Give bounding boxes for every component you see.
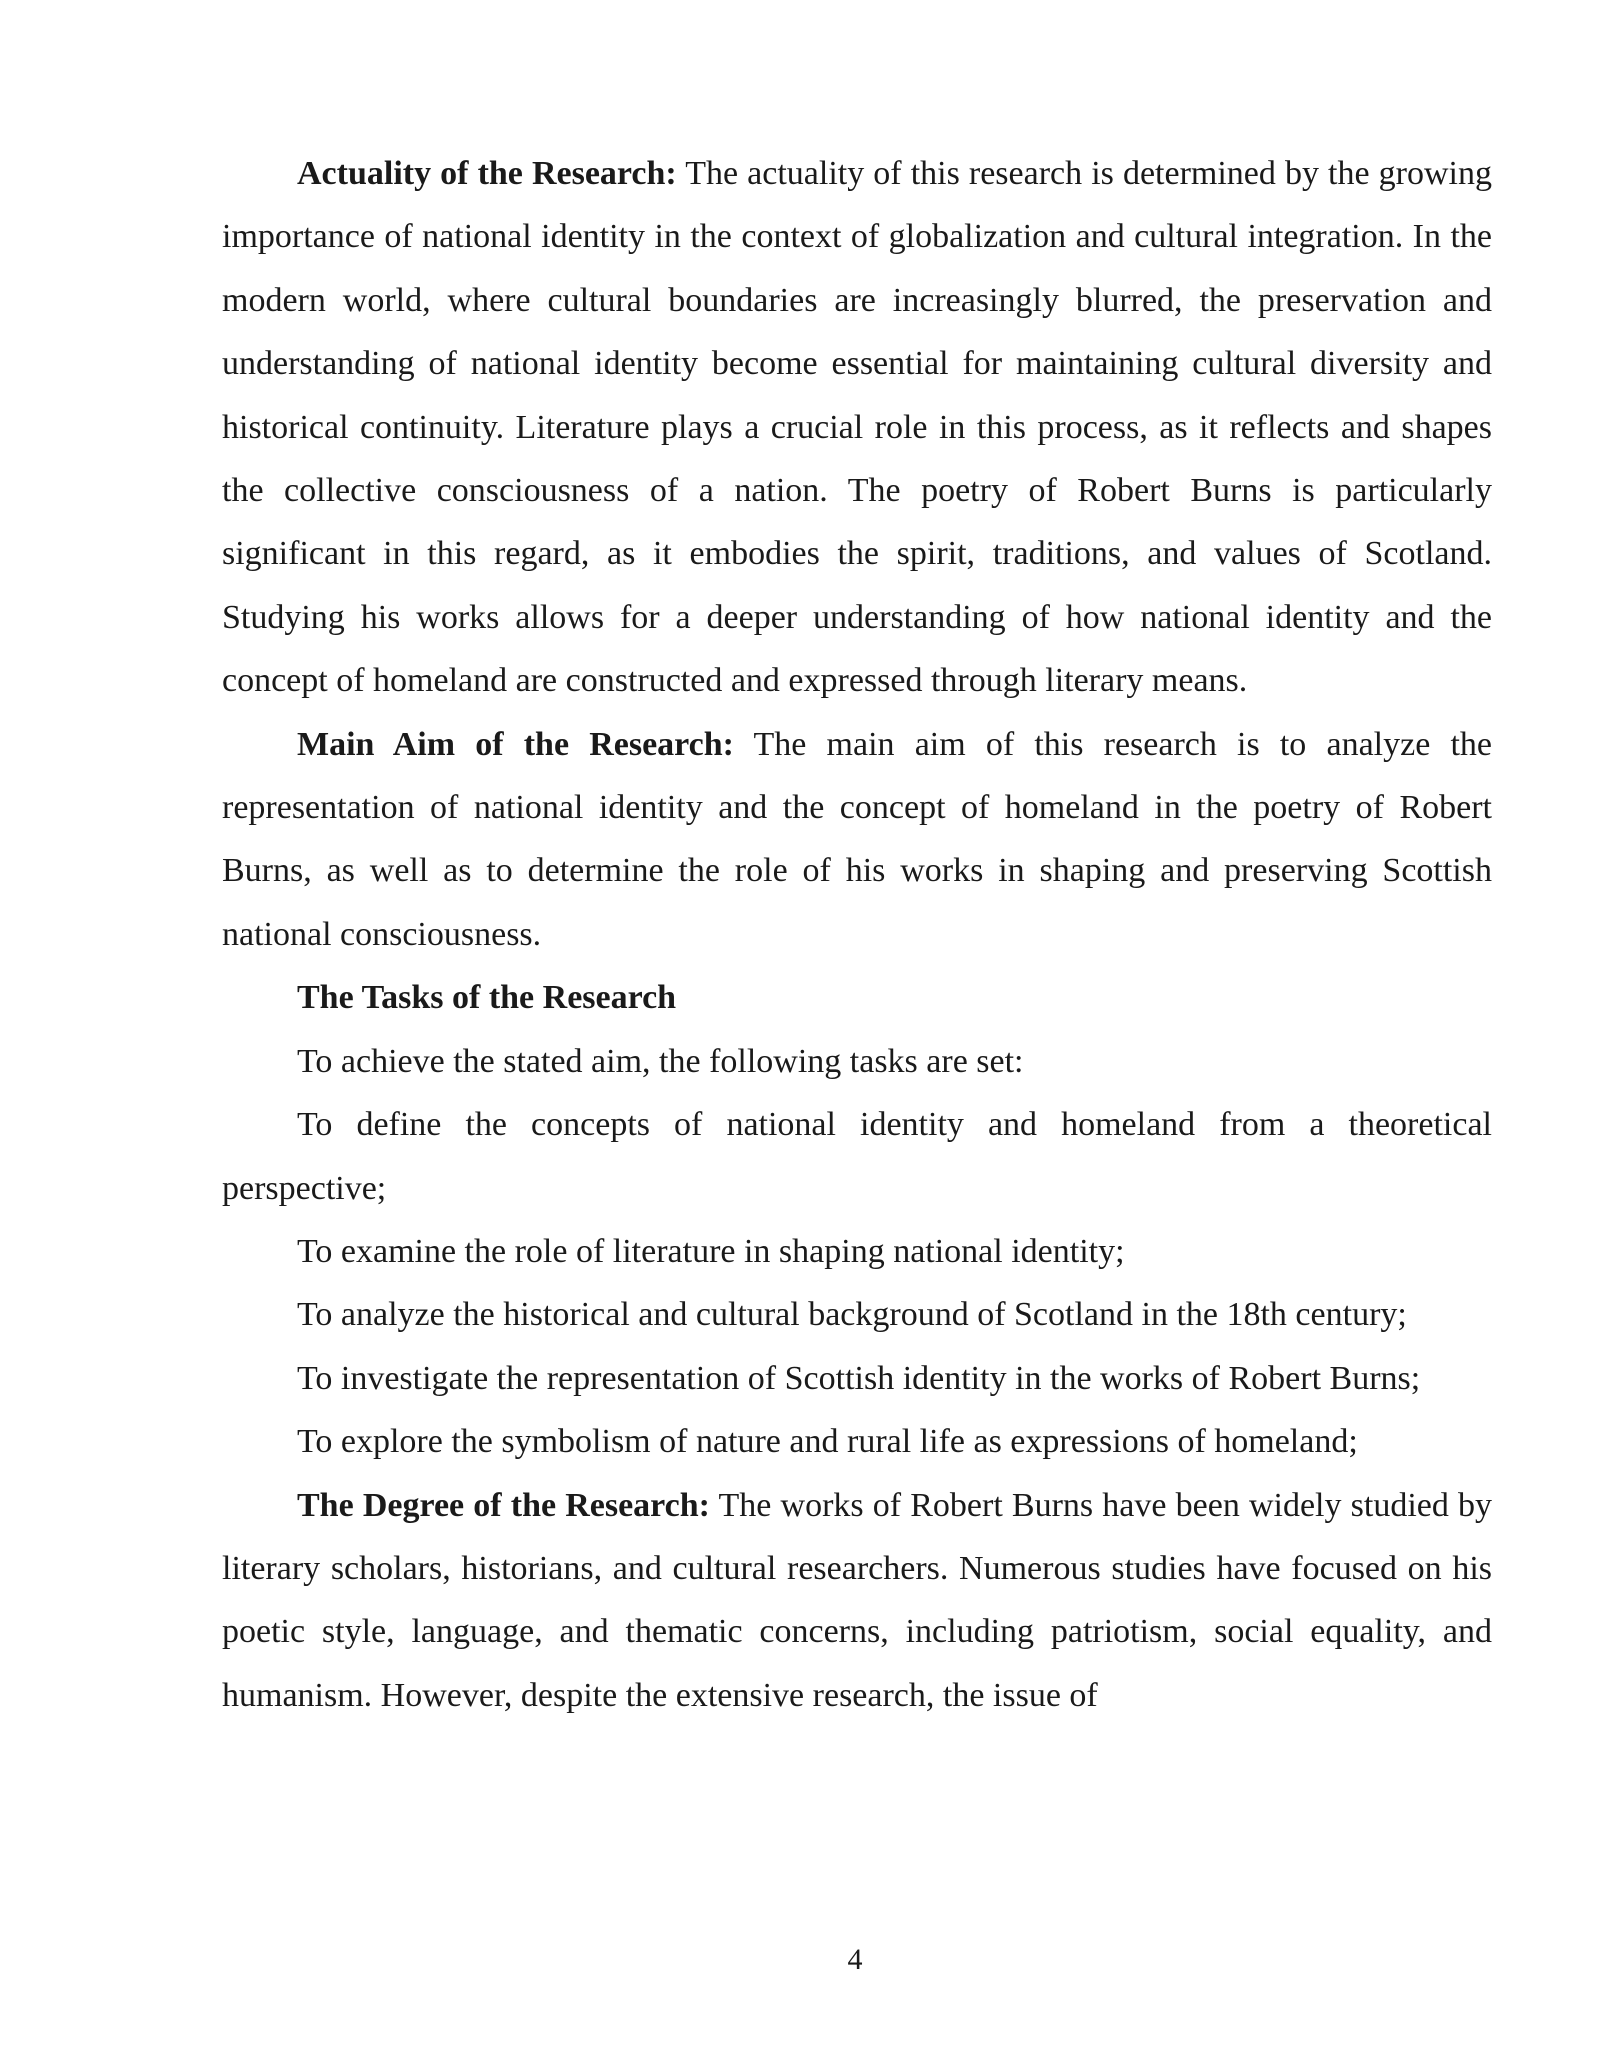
actuality-text: The actuality of this research is determined by the growing importance of national identity in the context of globalization and cultural integration. In the modern world, where cultural boundaries are increasingly blurred, the preservation and understanding of national identity become essential for maintaining cultural diversity and historical continuity. Literature plays a crucial role in this process, as it reflects and shapes the collective consciousness of a nation. The poetry of Robert Burns is particularly significant in this regard, as it embodies the spirit, traditions, and values of Scotland. Studying his works allows for a deeper understanding of how national identity and the concept of homeland are constructed and expressed through literary means. (222, 155, 1492, 700)
document-page (222, 142, 1492, 1727)
page-number: 4 (847, 1943, 863, 1976)
main-aim-text: The main aim of this research is to analyze the representation of national identity and the concept of homeland in the poetry of Robert Burns, as well as to determine the role of his works in shaping and preserving Scottish national consciousness. (222, 725, 1492, 953)
task-item: To analyze the historical and cultural background of Scotland in the 18th century; (297, 1296, 1407, 1334)
main-aim-lead: Main Aim of the Research: (297, 725, 734, 763)
task-item: To investigate the representation of Scottish identity in the works of Robert Burns; (297, 1359, 1421, 1397)
degree-paragraph (222, 1474, 1492, 1728)
degree-lead: The Degree of the Research: (297, 1486, 710, 1524)
actuality-lead: Actuality of the Research: (297, 155, 677, 192)
tasks-heading: The Tasks of the Research (297, 979, 677, 1017)
tasks-intro: To achieve the stated aim, the following tasks are set: (297, 1042, 1024, 1080)
actuality-paragraph (222, 142, 1492, 713)
task-item: To examine the role of literature in shaping national identity; (297, 1232, 1125, 1270)
task-item: To define the concepts of national identity and homeland from a theoretical perspective; (222, 1106, 1492, 1207)
degree-text: The works of Robert Burns have been widely studied by literary scholars, historians, and cultural researchers. Numerous studies have focused on his poetic style, language, and thematic concerns, including patriotism, social equality, and humanism. However, despite the extensive research, the issue of (222, 1486, 1493, 1714)
main-aim-paragraph (222, 713, 1492, 967)
task-item: To explore the symbolism of nature and rural life as expressions of homeland; (297, 1423, 1358, 1461)
